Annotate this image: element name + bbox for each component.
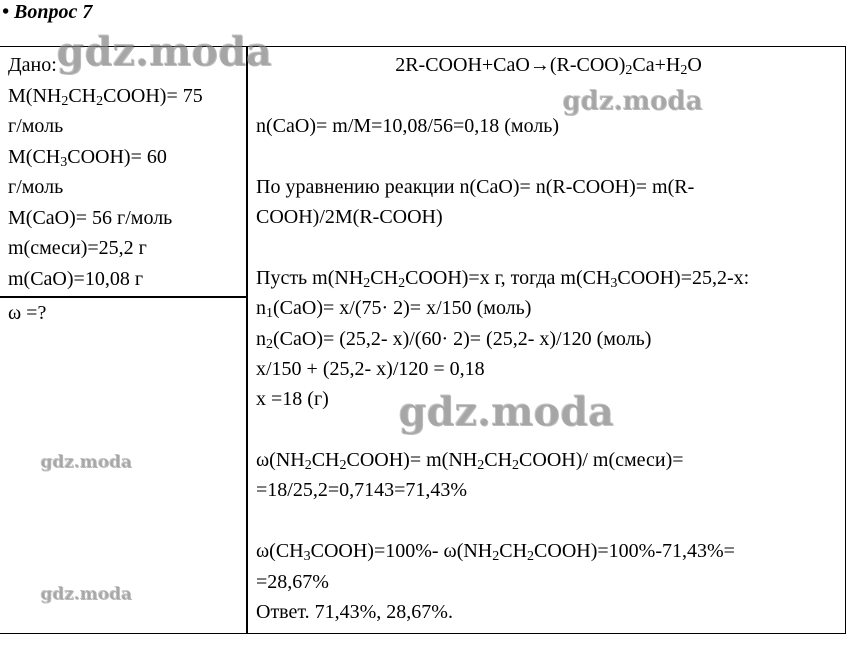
watermark: gdz.moda <box>40 452 132 472</box>
given-line: г/моль <box>8 115 64 137</box>
solution-cell <box>256 50 841 627</box>
given-line: $M(CH_3COOH)= 60$ <box>8 145 167 170</box>
solution-line: $n_1(CaO)= x/(75\cdot 2)= x/150$ (моль) <box>256 297 532 322</box>
table-column-divider <box>246 46 248 634</box>
blank-line <box>256 232 841 262</box>
given-line: m(смеси)=25,2 г <box>8 237 147 259</box>
solution-line: x =18 (г) <box>256 388 329 411</box>
given-label: Дано: <box>8 54 57 76</box>
given-line: M(CaO)= 56 г/моль <box>8 206 173 229</box>
blank-line <box>256 506 841 536</box>
watermark: gdz.moda <box>562 86 703 116</box>
given-line: $M(NH_2CH_2COOH)= 75$ <box>8 84 203 109</box>
watermark: gdz.moda <box>56 28 272 75</box>
solution-line: $\omega(NH_2CH_2COOH)=$ $m(NH_2CH_2COOH)/$ m(смеси)= <box>256 449 684 474</box>
solution-line: Ответ. 71,43%, 28,67%. <box>256 601 453 624</box>
solution-line: n(CaO)= m/M=10,08/56=0,18 (моль) <box>256 114 560 137</box>
solution-line: COOH)/2M(R-COOH) <box>256 205 443 228</box>
solution-line: =28,67% <box>256 570 329 593</box>
blank-line <box>256 80 841 110</box>
reaction-equation: $2R-COOH+CaO\to(R-COO)_2Ca+H_2O$ <box>395 54 702 78</box>
solution-line: Пусть $m(NH_2CH_2COOH)=x$ г, тогда $m(CH_3COOH)=25,2-x$: <box>256 266 750 291</box>
solution-line: =18/25,2=0,7143=71,43% <box>256 479 468 502</box>
given-cell <box>8 50 244 294</box>
blank-line <box>256 141 841 171</box>
watermark: gdz.moda <box>40 584 132 604</box>
solution-line: x/150 + (25,2- x)/120 = 0,18 <box>256 357 485 380</box>
question-heading: • Вопрос 7 <box>2 1 93 23</box>
find-cell: ω =? <box>8 302 47 324</box>
watermark: gdz.moda <box>398 388 614 435</box>
solution-line: $\omega(CH_3COOH)=100\%-$ $\omega(NH_2CH_2COOH)=100\%-71,43\%=$ <box>256 540 735 565</box>
solution-line: $n_2(CaO)= (25,2-$ x)/(60· 2)= (25,2- x)/120 (моль) <box>256 327 652 352</box>
given-line: г/моль <box>8 176 64 198</box>
solution-line: По уравнению реакции n(CaO)= n(R-COOH)= m(R- <box>256 175 695 198</box>
given-line: m(CaO)=10,08 г <box>8 267 144 290</box>
